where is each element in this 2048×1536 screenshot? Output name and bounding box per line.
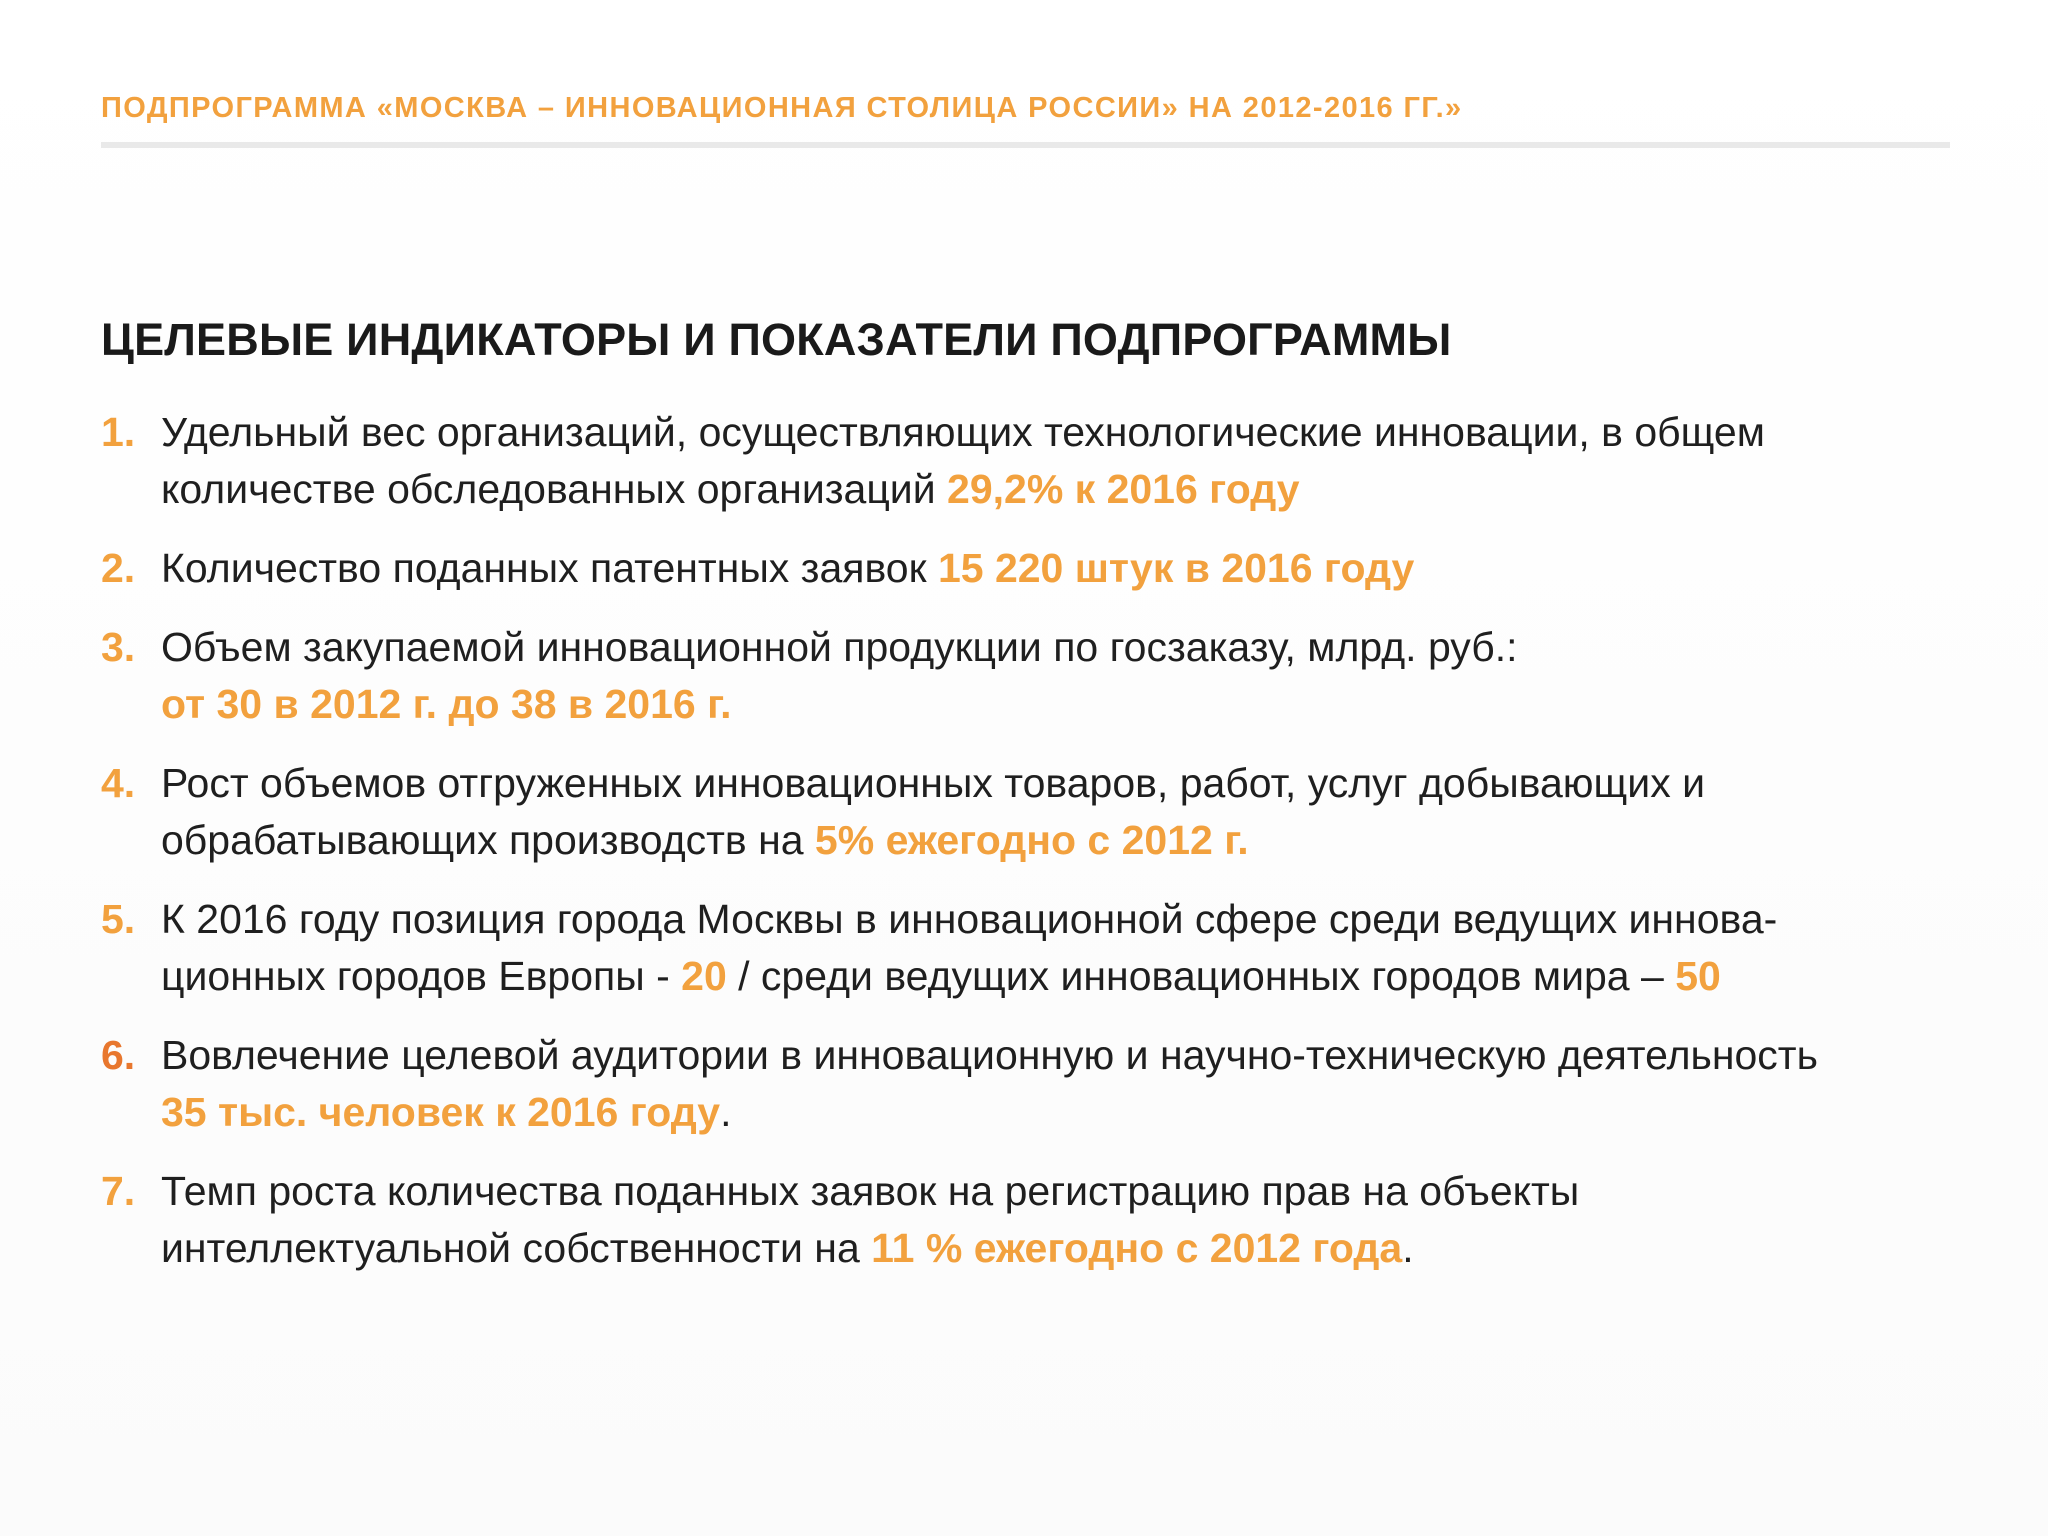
item-text: Рост объемов отгруженных инновационных товаров, работ, услуг добывающих и <box>161 760 1705 806</box>
list-item <box>101 619 2001 733</box>
item-number: 1. <box>101 409 136 455</box>
item-text: обрабатывающих производств на <box>161 817 815 863</box>
item-text: / среди ведущих инновационных городов мира – <box>726 953 1676 999</box>
header-divider <box>101 142 1950 148</box>
item-text: Вовлечение целевой аудитории в инновационную и научно-техническую деятельность <box>161 1032 1818 1078</box>
list-item <box>101 755 2001 869</box>
item-highlight: 50 <box>1675 953 1721 999</box>
header-title: ПОДПРОГРАММА «МОСКВА – ИННОВАЦИОННАЯ СТОЛИЦА РОССИИ» НА 2012-2016 ГГ.» <box>101 92 1463 124</box>
item-text: . <box>1402 1225 1414 1271</box>
item-text-line <box>161 948 2001 1005</box>
item-highlight: 11 % ежегодно с 2012 года <box>871 1225 1403 1271</box>
item-number: 3. <box>101 624 136 670</box>
item-text: ционных городов Европы - <box>161 953 682 999</box>
item-text: Количество поданных патентных заявок <box>161 545 938 591</box>
item-highlight: 35 тыс. человек к 2016 году <box>161 1089 721 1135</box>
item-text: Объем закупаемой инновационной продукции по госзаказу, млрд. руб.: <box>161 624 1518 670</box>
item-text-line <box>161 1220 2001 1277</box>
item-number: 2. <box>101 545 136 591</box>
item-text: Удельный вес организаций, осуществляющих технологические инновации, в общем <box>161 409 1765 455</box>
item-number: 7. <box>101 1168 136 1214</box>
item-text: . <box>720 1089 732 1135</box>
item-number: 5. <box>101 896 136 942</box>
item-text: количестве обследованных организаций <box>161 466 948 512</box>
item-text-line <box>161 1084 2001 1141</box>
list-item <box>101 404 2001 518</box>
item-text: интеллектуальной собственности на <box>161 1225 872 1271</box>
item-highlight: 5% ежегодно с 2012 г. <box>814 817 1249 863</box>
item-text: Темп роста количества поданных заявок на регистрацию прав на объекты <box>161 1168 1580 1214</box>
list-item <box>101 1163 2001 1277</box>
list-item <box>101 540 2001 597</box>
item-number: 4. <box>101 760 136 806</box>
item-highlight: от 30 в 2012 г. до 38 в 2016 г. <box>161 681 732 727</box>
item-highlight: 29,2% к 2016 году <box>947 466 1300 512</box>
item-highlight: 15 220 штук в 2016 году <box>937 545 1415 591</box>
item-highlight: 20 <box>681 953 727 999</box>
item-text-line <box>161 461 2001 518</box>
item-text-line <box>161 812 2001 869</box>
item-text-line <box>161 540 2001 597</box>
list-item <box>101 891 2001 1005</box>
section-title: ЦЕЛЕВЫЕ ИНДИКАТОРЫ И ПОКАЗАТЕЛИ ПОДПРОГРАММЫ <box>101 314 1452 365</box>
indicator-list <box>101 404 2001 1299</box>
item-number: 6. <box>101 1032 136 1078</box>
item-text: К 2016 году позиция города Москвы в инновационной сфере среди ведущих иннова- <box>161 896 1778 942</box>
list-item <box>101 1027 2001 1141</box>
